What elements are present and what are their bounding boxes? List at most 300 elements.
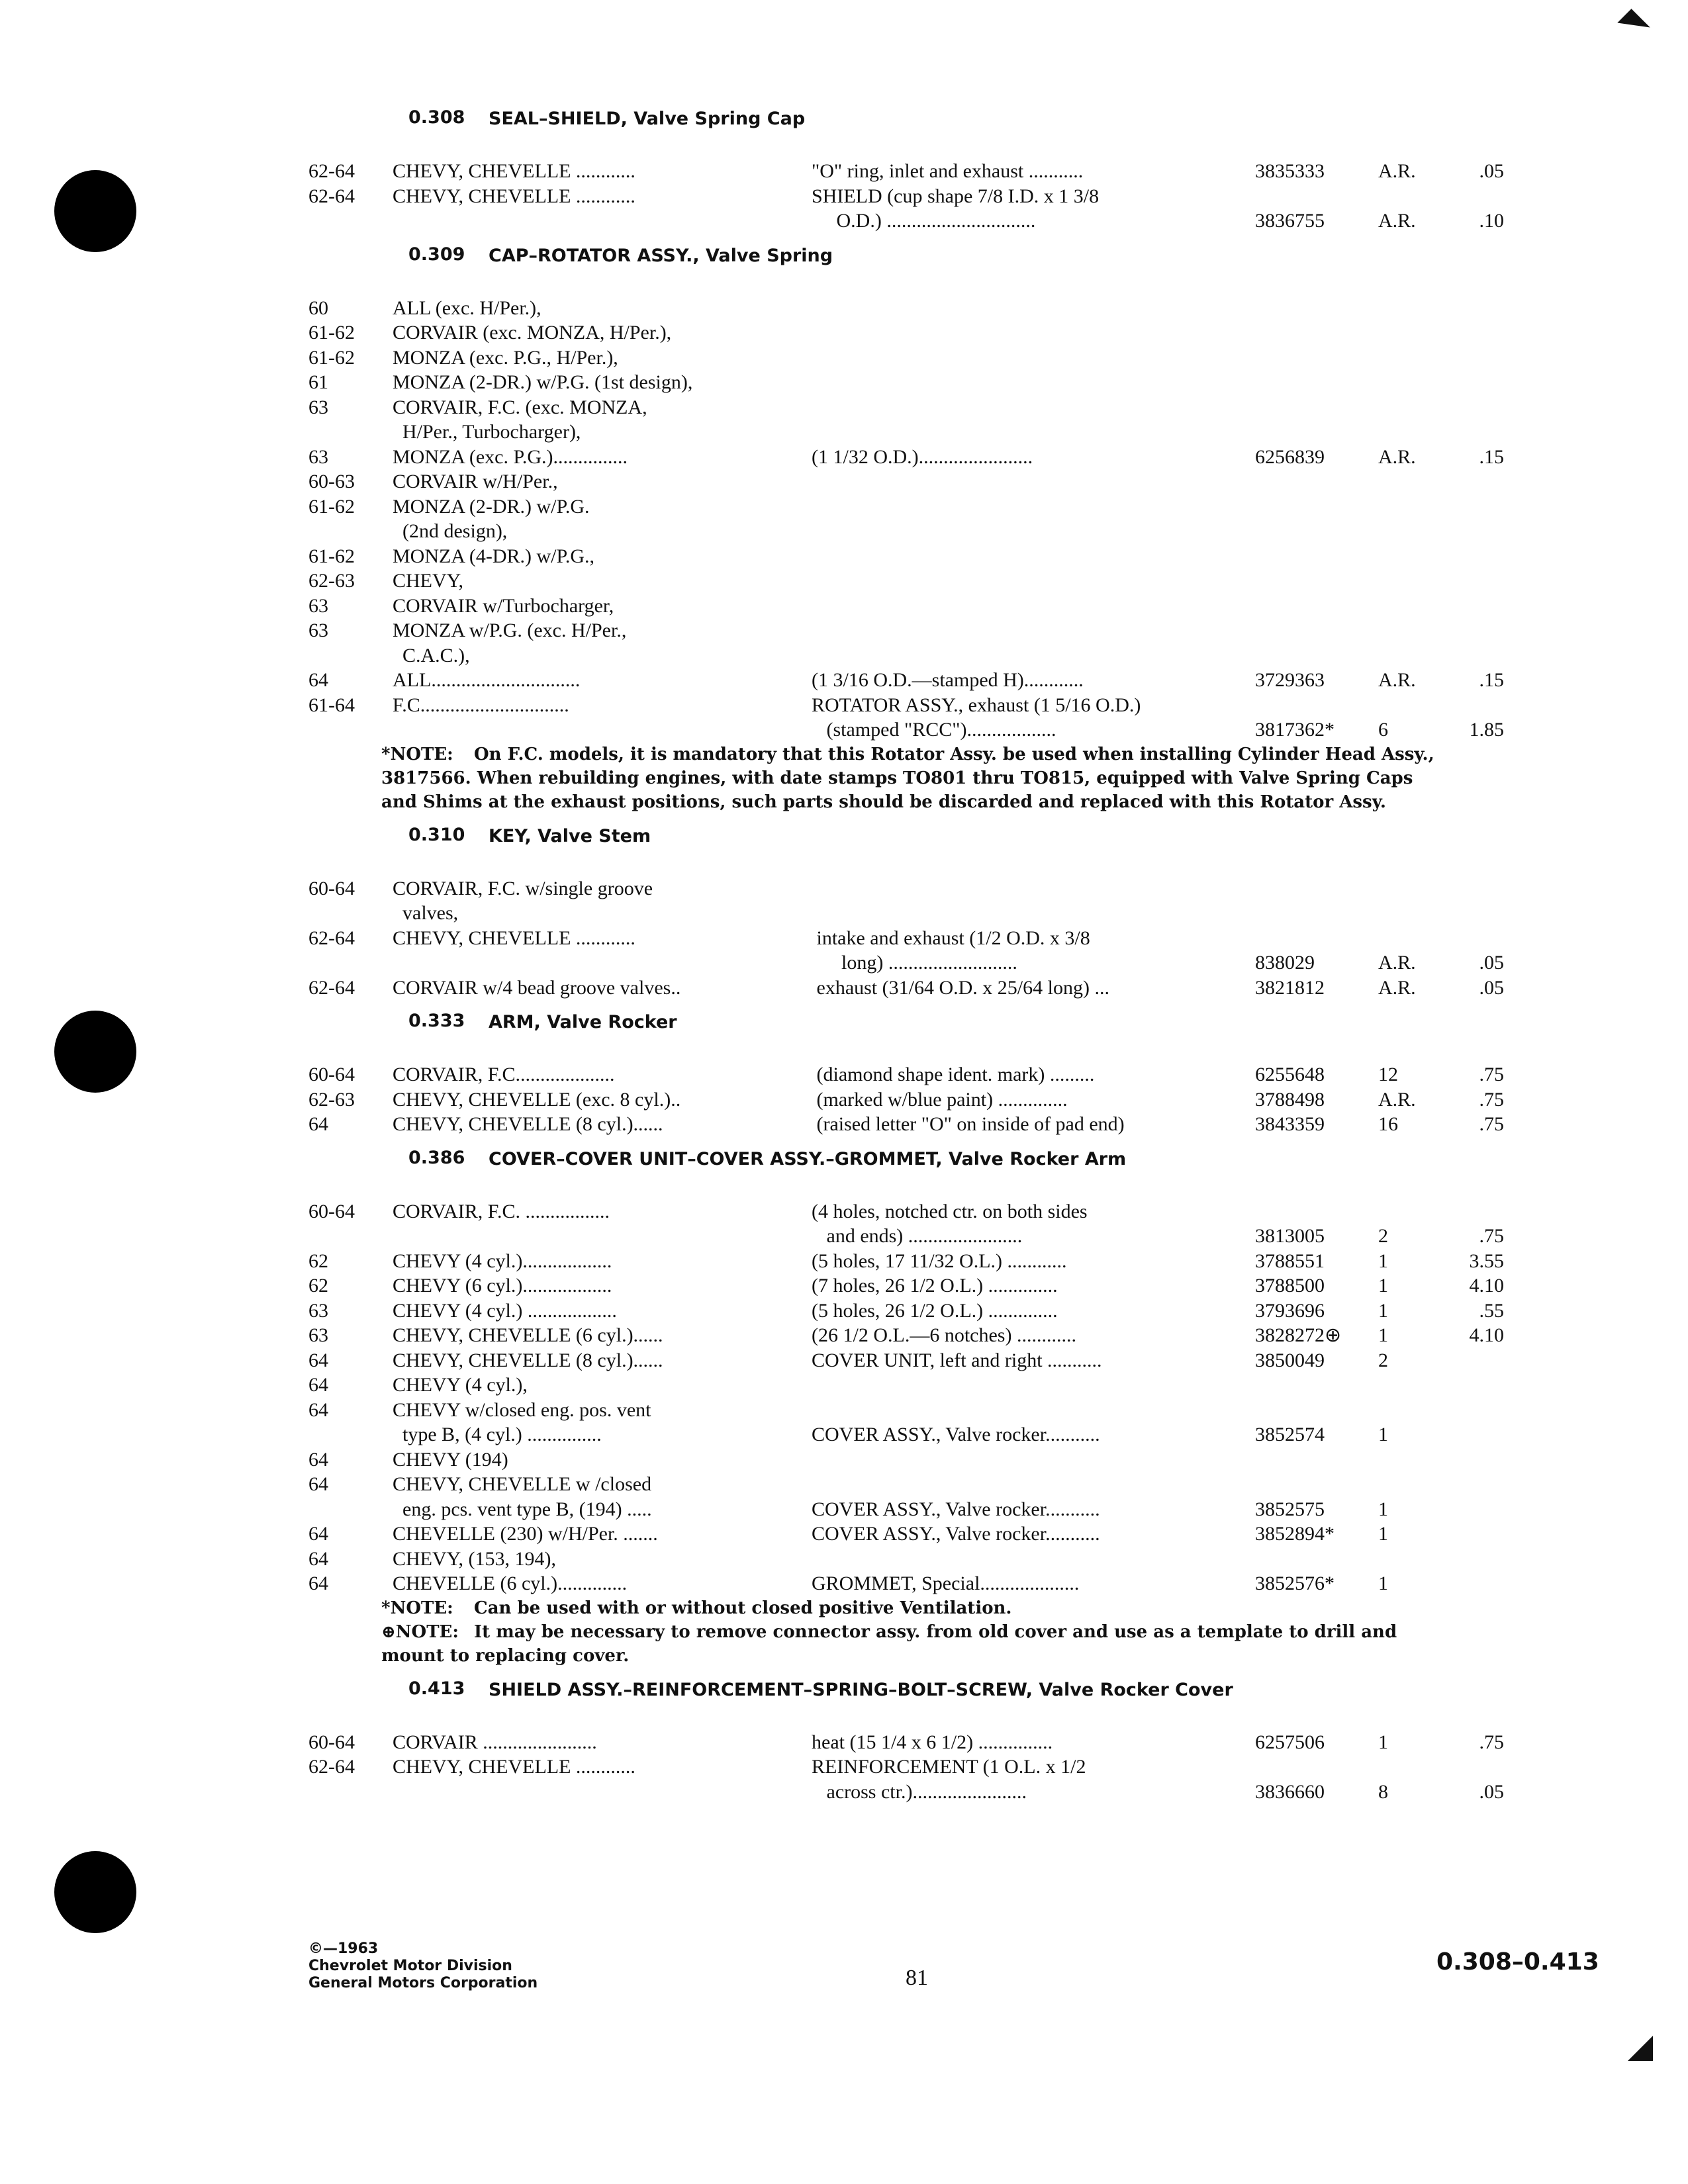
description-cell: long) .......................... [812,952,1017,974]
quantity-cell: 8 [1378,1780,1388,1803]
year-cell: 64 [308,1374,328,1396]
price-cell [1431,1497,1504,1522]
year-cell: 64 [308,1523,328,1545]
part-number-cell: 3793696 [1255,1299,1325,1322]
model-cell: CORVAIR w/H/Per., [393,471,558,492]
model-cell [393,950,812,976]
description-cell [812,618,1255,643]
part-number-cell [1255,1373,1378,1398]
parts-row [308,1224,1593,1249]
year-cell: 61-64 [308,694,355,716]
model-cell: MONZA (exc. P.G., H/Per.), [393,346,618,369]
parts-row [308,1398,1593,1423]
description-cell: "O" ring, inlet and exhaust ........... [812,160,1084,182]
model-cell [393,1780,812,1805]
parts-row [308,1780,1593,1805]
parts-row [308,901,1593,926]
year-cell: 60-64 [308,1064,355,1085]
model-cell: MONZA (2-DR.) w/P.G. (1st design), [393,371,693,393]
description-cell: (1 1/32 O.D.)....................... [812,445,1033,468]
description-cell: SHIELD (cup shape 7/8 I.D. x 1 3/8 [812,185,1100,207]
parts-row [308,1422,1593,1447]
part-number-cell [1255,693,1378,718]
parts-row [308,569,1593,594]
parts-row [308,717,1593,743]
quantity-cell: 16 [1378,1113,1398,1135]
year-cell: 60-64 [308,1731,355,1753]
year-cell: 61 [308,371,328,393]
quantity-cell: 1 [1378,1523,1388,1545]
model-cell: eng. pcs. vent type B, (194) ..... [393,1498,652,1520]
part-number-cell [1255,594,1378,619]
year-cell: 62-64 [308,160,355,182]
year-cell: 64 [308,1448,328,1471]
quantity-cell: A.R. [1378,1088,1416,1111]
quantity-cell: 1 [1378,1731,1388,1753]
section-heading [308,105,1593,147]
section-title: KEY, Valve Stem [489,825,651,846]
year-cell [308,1224,393,1249]
description-cell [812,320,1255,345]
quantity-cell [1378,926,1431,951]
quantity-cell [1378,395,1431,420]
parts-row [308,1754,1593,1780]
year-cell: 63 [308,1299,328,1322]
model-cell: CORVAIR, F.C.................... [393,1064,615,1085]
parts-row [308,494,1593,520]
description-cell: (diamond shape ident. mark) ......... [812,1064,1095,1085]
price-cell [1431,901,1504,926]
description-cell: COVER ASSY., Valve rocker........... [812,1498,1100,1520]
quantity-cell: 2 [1378,1225,1388,1247]
quantity-cell [1378,469,1431,494]
section-title: COVER–COVER UNIT–COVER ASSY.–GROMMET, Valve Rocker Arm [489,1148,1127,1169]
part-number-cell [1255,1547,1378,1572]
price-cell [1431,494,1504,520]
parts-row [308,184,1593,209]
year-cell: 60-63 [308,471,355,492]
quantity-cell [1378,184,1431,209]
part-number-cell: 6257506 [1255,1731,1325,1753]
quantity-cell [1378,544,1431,569]
description-cell: (5 holes, 17 11/32 O.L.) ............ [812,1250,1067,1272]
parts-row [308,876,1593,901]
year-cell [308,519,393,544]
part-number-cell [1255,544,1378,569]
part-number-cell [1255,1472,1378,1497]
model-cell: F.C.............................. [393,694,569,716]
price-cell [1431,296,1504,321]
description-cell [812,370,1255,395]
price-cell: .05 [1479,1780,1504,1803]
price-cell [1431,876,1504,901]
quantity-cell [1378,594,1431,619]
binder-hole-middle [54,1011,136,1093]
description-cell: across ctr.)....................... [812,1780,1027,1803]
part-number-cell [1255,395,1378,420]
parts-row [308,1087,1593,1113]
quantity-cell: A.R. [1378,160,1416,182]
quantity-cell [1378,693,1431,718]
price-cell [1431,1373,1504,1398]
quantity-cell [1378,296,1431,321]
model-cell: MONZA (2-DR.) w/P.G. [393,495,590,518]
description-cell [812,420,1255,445]
price-cell: .05 [1479,160,1504,182]
section-0-310 [308,822,1593,1001]
year-cell: 62-64 [308,185,355,207]
parts-row [308,1112,1593,1137]
parts-row [308,693,1593,718]
year-cell [308,1780,393,1805]
price-cell [1431,320,1504,345]
price-cell: .75 [1479,1731,1504,1753]
model-cell: CORVAIR, F.C. w/single groove [393,877,653,899]
parts-row [308,668,1593,693]
price-cell: .10 [1479,210,1504,232]
quantity-cell: 6 [1378,719,1388,741]
price-cell: .75 [1479,1225,1504,1247]
price-cell [1431,420,1504,445]
corner-mark-top-right [1617,9,1650,41]
price-cell [1431,1348,1504,1373]
year-cell [308,717,393,743]
price-cell [1431,469,1504,494]
description-cell: (raised letter "O" on inside of pad end) [812,1113,1125,1135]
parts-row [308,395,1593,420]
parts-row [308,643,1593,668]
parts-list [308,97,1593,1804]
parts-row [308,618,1593,643]
quantity-cell: A.R. [1378,445,1416,468]
parts-row [308,1447,1593,1473]
year-cell: 63 [308,594,328,617]
model-cell [393,1224,812,1249]
model-cell: type B, (4 cyl.) ............... [393,1424,602,1445]
year-cell: 61-62 [308,322,355,343]
model-cell: CHEVY, (153, 194), [393,1547,556,1570]
description-cell [812,519,1255,544]
quantity-cell [1378,519,1431,544]
year-cell: 64 [308,1473,328,1495]
description-cell: COVER ASSY., Valve rocker........... [812,1523,1100,1545]
quantity-cell: 2 [1378,1349,1388,1371]
description-cell: (26 1/2 O.L.—6 notches) ............ [812,1324,1076,1346]
footer-division: Chevrolet Motor Division [308,1958,512,1974]
quantity-cell [1378,569,1431,594]
year-cell: 62-64 [308,976,355,999]
part-number-cell: 3788500 [1255,1275,1325,1297]
price-cell [1431,184,1504,209]
section-0-309 [308,242,1593,814]
quantity-cell: 1 [1378,1299,1388,1322]
quantity-cell: 1 [1378,1250,1388,1272]
parts-row [308,320,1593,345]
quantity-cell: A.R. [1378,976,1416,999]
section-heading [308,242,1593,284]
year-cell: 63 [308,1324,328,1346]
part-number-cell [1255,184,1378,209]
description-cell [812,494,1255,520]
part-number-cell [1255,469,1378,494]
model-cell [393,717,812,743]
year-cell: 64 [308,1547,328,1570]
model-cell: MONZA (4-DR.) w/P.G., [393,545,595,567]
year-cell: 62 [308,1250,328,1272]
footer-publisher [308,1940,538,1992]
part-number-cell [1255,519,1378,544]
description-cell [812,1547,1255,1572]
section-title: ARM, Valve Rocker [489,1012,677,1032]
description-cell [812,876,1255,901]
section-number: 0.333 [408,1011,465,1031]
price-cell: 4.10 [1469,1275,1504,1297]
quantity-cell [1378,320,1431,345]
quantity-cell: 1 [1378,1424,1388,1445]
parts-row [308,950,1593,976]
model-cell: CHEVY, CHEVELLE ............ [393,927,635,949]
year-cell: 61-62 [308,495,355,518]
part-number-cell: 6256839 [1255,445,1325,468]
model-cell: CORVAIR, F.C. ................. [393,1200,610,1222]
description-cell: exhaust (31/64 O.D. x 25/64 long) ... [812,976,1109,999]
section-title: SHIELD ASSY.–REINFORCEMENT–SPRING–BOLT–SCREW, Valve Rocker Cover [489,1679,1233,1700]
model-cell: (2nd design), [393,520,508,542]
price-cell: .05 [1479,952,1504,974]
parts-row [308,926,1593,951]
price-cell [1431,395,1504,420]
binder-hole-top [54,170,136,252]
price-cell [1431,1547,1504,1572]
quantity-cell [1378,901,1431,926]
parts-row [308,1571,1593,1596]
year-cell [308,208,393,234]
description-cell: (5 holes, 26 1/2 O.L.) .............. [812,1299,1058,1322]
corner-mark-bottom-right [1628,2036,1653,2061]
quantity-cell [1378,420,1431,445]
parts-row [308,445,1593,470]
part-number-cell: 3852576* [1255,1572,1335,1594]
year-cell [308,420,393,445]
description-cell [812,901,1255,926]
part-number-cell [1255,345,1378,371]
parts-row [308,1348,1593,1373]
price-cell [1431,1571,1504,1596]
quantity-cell [1378,494,1431,520]
year-cell: 62-63 [308,1088,355,1111]
footer-corporation: General Motors Corporation [308,1975,538,1991]
description-cell: heat (15 1/4 x 6 1/2) ............... [812,1731,1053,1753]
part-number-cell [1255,494,1378,520]
quantity-cell [1378,1398,1431,1423]
year-cell [308,1422,393,1447]
year-cell: 63 [308,396,328,418]
year-cell: 64 [308,1349,328,1371]
description-cell: (1 3/16 O.D.—stamped H)............ [812,669,1084,691]
description-cell: O.D.) .............................. [812,210,1036,232]
description-cell: ROTATOR ASSY., exhaust (1 5/16 O.D.) [812,694,1141,716]
model-cell [393,208,812,234]
quantity-cell [1378,876,1431,901]
price-cell: .15 [1479,445,1504,468]
page-range: 0.308–0.413 [1436,1948,1599,1976]
part-number-cell [1255,569,1378,594]
description-cell: COVER UNIT, left and right ........... [812,1349,1102,1371]
year-cell: 62 [308,1275,328,1297]
part-number-cell [1255,370,1378,395]
part-number-cell: 838029 [1255,952,1315,974]
model-cell: CHEVY, [393,570,463,592]
section-title: CAP–ROTATOR ASSY., Valve Spring [489,245,833,266]
parts-row [308,1062,1593,1087]
price-cell [1431,1754,1504,1780]
part-number-cell: 6255648 [1255,1064,1325,1085]
model-cell: ALL (exc. H/Per.), [393,296,541,319]
description-cell: intake and exhaust (1/2 O.D. x 3/8 [812,927,1090,949]
description-cell [812,544,1255,569]
part-number-cell: 3821812 [1255,976,1325,999]
part-number-cell: 3836660 [1255,1780,1325,1803]
model-cell: CHEVY, CHEVELLE ............ [393,160,635,182]
description-cell: (marked w/blue paint) .............. [812,1088,1068,1111]
quantity-cell: A.R. [1378,210,1416,232]
quantity-cell: 1 [1378,1324,1388,1346]
model-cell: CHEVY (4 cyl.), [393,1374,528,1396]
part-number-cell [1255,643,1378,668]
price-cell [1431,1522,1504,1547]
description-cell [812,569,1255,594]
model-cell: CORVAIR, F.C. (exc. MONZA, [393,396,647,418]
parts-row [308,519,1593,544]
year-cell: 62-64 [308,927,355,949]
section-number: 0.386 [408,1147,465,1168]
note-label: *NOTE: [381,744,453,764]
part-number-cell [1255,420,1378,445]
price-cell: 3.55 [1469,1250,1504,1272]
part-number-cell: 3852574 [1255,1424,1325,1445]
parts-row [308,1249,1593,1274]
price-cell: .15 [1479,669,1504,691]
section-title: SEAL–SHIELD, Valve Spring Cap [489,109,806,129]
quantity-cell [1378,643,1431,668]
parts-row [308,1323,1593,1348]
model-cell: valves, [393,902,459,924]
parts-row [308,1497,1593,1522]
part-number-cell: 3835333 [1255,160,1325,182]
part-number-cell [1255,296,1378,321]
parts-row [308,594,1593,619]
description-cell: (4 holes, notched ctr. on both sides [812,1200,1088,1222]
year-cell [308,901,393,926]
parts-row [308,1730,1593,1755]
section-heading [308,1008,1593,1050]
description-cell [812,345,1255,371]
part-number-cell [1255,876,1378,901]
part-number-cell [1255,1398,1378,1423]
note-text: It may be necessary to remove connector assy. from old cover and use as a template to drill and mount to replacing cover. [381,1621,1397,1666]
footer-copyright: ©—1963 [308,1940,379,1957]
part-number-cell [1255,320,1378,345]
part-number-cell: 3828272⊕ [1255,1324,1342,1346]
parts-row [308,345,1593,371]
price-cell [1431,1447,1504,1473]
section-note [381,743,1454,814]
quantity-cell: 1 [1378,1498,1388,1520]
model-cell: CHEVY, CHEVELLE (exc. 8 cyl.).. [393,1088,681,1111]
section-0-413 [308,1676,1593,1805]
section-number: 0.310 [408,824,465,845]
part-number-cell: 3852894* [1255,1523,1335,1545]
year-cell: 64 [308,1113,328,1135]
price-cell [1431,345,1504,371]
price-cell: 4.10 [1469,1324,1504,1346]
price-cell [1431,594,1504,619]
part-number-cell: 3788498 [1255,1088,1325,1111]
parts-row [308,159,1593,184]
part-number-cell: 3850049 [1255,1349,1325,1371]
note-label: *NOTE: [381,1598,453,1618]
quantity-cell [1378,370,1431,395]
model-cell: CORVAIR w/Turbocharger, [393,594,614,617]
model-cell: CHEVELLE (230) w/H/Per. ....... [393,1523,658,1545]
price-cell: .75 [1479,1088,1504,1111]
parts-row [308,976,1593,1001]
note-text: Can be used with or without closed positive Ventilation. [474,1598,1012,1618]
price-cell [1431,618,1504,643]
price-cell [1431,519,1504,544]
model-cell: MONZA w/P.G. (exc. H/Per., [393,619,627,641]
model-cell: CHEVY, CHEVELLE ............ [393,1756,635,1778]
model-cell: CHEVY w/closed eng. pos. vent [393,1398,651,1421]
parts-row [308,1547,1593,1572]
price-cell [1431,693,1504,718]
parts-row [308,544,1593,569]
year-cell: 62-64 [308,1756,355,1778]
section-heading [308,1145,1593,1187]
model-cell: CHEVY, CHEVELLE (8 cyl.)...... [393,1113,663,1135]
year-cell: 60-64 [308,1200,355,1222]
section-note [381,1596,1454,1620]
section-0-386 [308,1145,1593,1668]
note-text: On F.C. models, it is mandatory that this Rotator Assy. be used when installing Cylinder Head Assy., 3817566. When rebuilding engines, with date stamps TO801 thru TO815, equipped with Valve Spring Caps and Shims at the exhaust positions, such parts should be discarded and replaced with this Rotator Assy. [381,744,1434,812]
description-cell [812,1447,1255,1473]
part-number-cell: 3852575 [1255,1498,1325,1520]
section-0-308 [308,105,1593,234]
parts-row [308,1522,1593,1547]
quantity-cell [1378,1199,1431,1224]
year-cell [308,643,393,668]
part-number-cell [1255,901,1378,926]
quantity-cell [1378,1373,1431,1398]
model-cell: CORVAIR w/4 bead groove valves.. [393,976,681,999]
section-heading [308,1676,1593,1718]
price-cell: 1.85 [1469,719,1504,741]
part-number-cell [1255,618,1378,643]
section-number: 0.309 [408,244,465,265]
price-cell [1431,1472,1504,1497]
price-cell: .55 [1479,1299,1504,1322]
model-cell: C.A.C.), [393,644,470,666]
quantity-cell: A.R. [1378,952,1416,974]
description-cell: (7 holes, 26 1/2 O.L.) .............. [812,1275,1058,1297]
parts-row [308,208,1593,234]
section-heading [308,822,1593,864]
description-cell [812,395,1255,420]
parts-row [308,296,1593,321]
year-cell: 60 [308,296,328,319]
year-cell: 64 [308,1398,328,1421]
model-cell: CHEVY, CHEVELLE w /closed [393,1473,652,1495]
